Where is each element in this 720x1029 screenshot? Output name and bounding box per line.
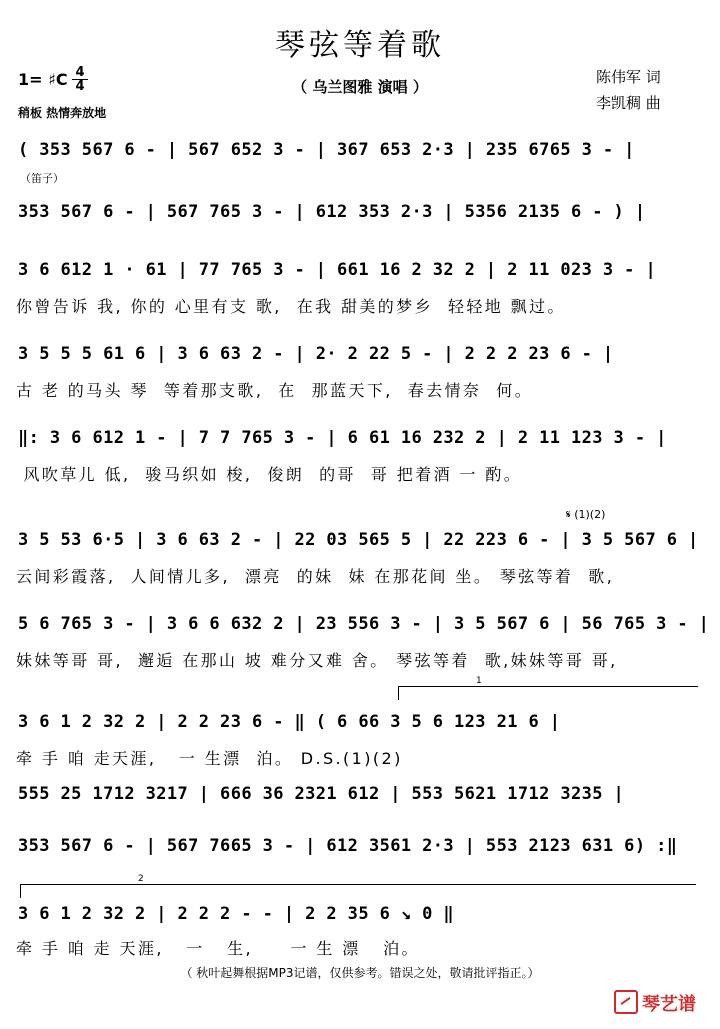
- score-line-5-notes: ‖: 3 6 612 1 - | 7 7 765 3 - | 6 61 16 232 2 | 2 11 123 3 - |: [18, 428, 667, 448]
- volta-2-bracket: [20, 884, 696, 885]
- lyricist-credit: 陈伟军 词: [596, 68, 661, 86]
- score-line-4-lyrics: 古 老 的马头 琴 等着那支歌, 在 那蓝天下, 春去情奈 何。: [16, 381, 534, 400]
- score-line-7-lyrics: 妹妹等哥 哥, 邂逅 在那山 坡 难分又难 舍。 琴弦等着 歌,妹妹等哥 哥,: [16, 651, 618, 670]
- score-line-3-notes: 3 6 612 1 · 61 | 77 765 3 - | 661 16 2 32 2 | 2 11 023 3 - |: [18, 260, 657, 280]
- score-line-3-lyrics: 你曾告诉 我, 你的 心里有支 歌, 在我 甜美的梦乡 轻轻地 飘过。: [16, 297, 566, 316]
- time-signature-top: 4: [75, 65, 85, 80]
- logo-text: 琴艺谱: [642, 994, 696, 1015]
- tempo-marking: 稍板 热情奔放地: [18, 106, 107, 120]
- site-logo: [614, 990, 696, 1016]
- song-title: 琴弦等着歌: [275, 28, 445, 63]
- flute-marker: （笛子）: [20, 172, 64, 185]
- score-line-4-notes: 3 5 5 5 61 6 | 3 6 63 2 - | 2· 2 22 5 - | 2 2 2 23 6 - |: [18, 344, 614, 364]
- score-line-6-notes: 3 5 53 6·5 | 3 6 63 2 - | 22 03 565 5 | 22 223 6 - | 3 5 567 6 |: [18, 530, 699, 550]
- performer-subtitle: （ 乌兰图雅 演唱 ）: [292, 78, 428, 96]
- volta-1-number: 1: [476, 676, 482, 686]
- score-line-8-lyrics: 牵 手 咱 走天涯, 一 生漂 泊。 D.S.(1)(2): [16, 749, 403, 768]
- logo-icon: [614, 990, 638, 1014]
- segno-marker: 𝄋 (1)(2): [566, 508, 606, 521]
- volta-1-bracket: [398, 686, 698, 687]
- key-signature: 1= ♯C: [18, 70, 68, 89]
- score-line-1-notes: ( 353 567 6 - | 567 652 3 - | 367 653 2·3 | 235 6765 3 - |: [18, 140, 635, 160]
- score-line-8-notes: 3 6 1 2 32 2 | 2 2 23 6 - ‖ ( 6 66 3 5 6 123 21 6 |: [18, 712, 561, 732]
- score-line-2-notes: 353 567 6 - | 567 765 3 - | 612 353 2·3 | 5356 2135 6 - ) |: [18, 202, 646, 222]
- volta-2-bracket-left: [20, 884, 21, 898]
- score-line-6-lyrics: 云间彩霞落, 人间情儿多, 漂亮 的妹 妹 在那花间 坐。 琴弦等着 歌,: [16, 567, 615, 586]
- transcriber-note: （ 秋叶起舞根据MP3记谱，仅供参考。错误之处，敬请批评指正。）: [180, 966, 540, 980]
- time-signature: [72, 66, 88, 93]
- score-line-9-notes: 555 25 1712 3217 | 666 36 2321 612 | 553 5621 1712 3235 |: [18, 784, 625, 804]
- volta-1-bracket-left: [398, 686, 399, 700]
- composer-credit: 李凯稠 曲: [596, 94, 661, 112]
- volta-2-number: 2: [138, 874, 144, 884]
- score-line-7-notes: 5 6 765 3 - | 3 6 6 632 2 | 23 556 3 - | 3 5 567 6 | 56 765 3 - |: [18, 614, 710, 634]
- score-line-5-lyrics: 风吹草儿 低, 骏马织如 梭, 俊朗 的哥 哥 把着酒 一 酌。: [16, 465, 523, 484]
- score-line-11-notes: 3 6 1 2 32 2 | 2 2 2 - - | 2 2 35 6 ↘ 0 ‖: [18, 904, 455, 924]
- score-line-11-lyrics: 牵 手 咱 走 天涯, 一 生, 一 生 漂 泊。: [16, 939, 420, 958]
- score-line-10-notes: 353 567 6 - | 567 7665 3 - | 612 3561 2·3 | 553 2123 631 6) :‖: [18, 836, 678, 856]
- time-signature-bottom: 4: [72, 79, 88, 93]
